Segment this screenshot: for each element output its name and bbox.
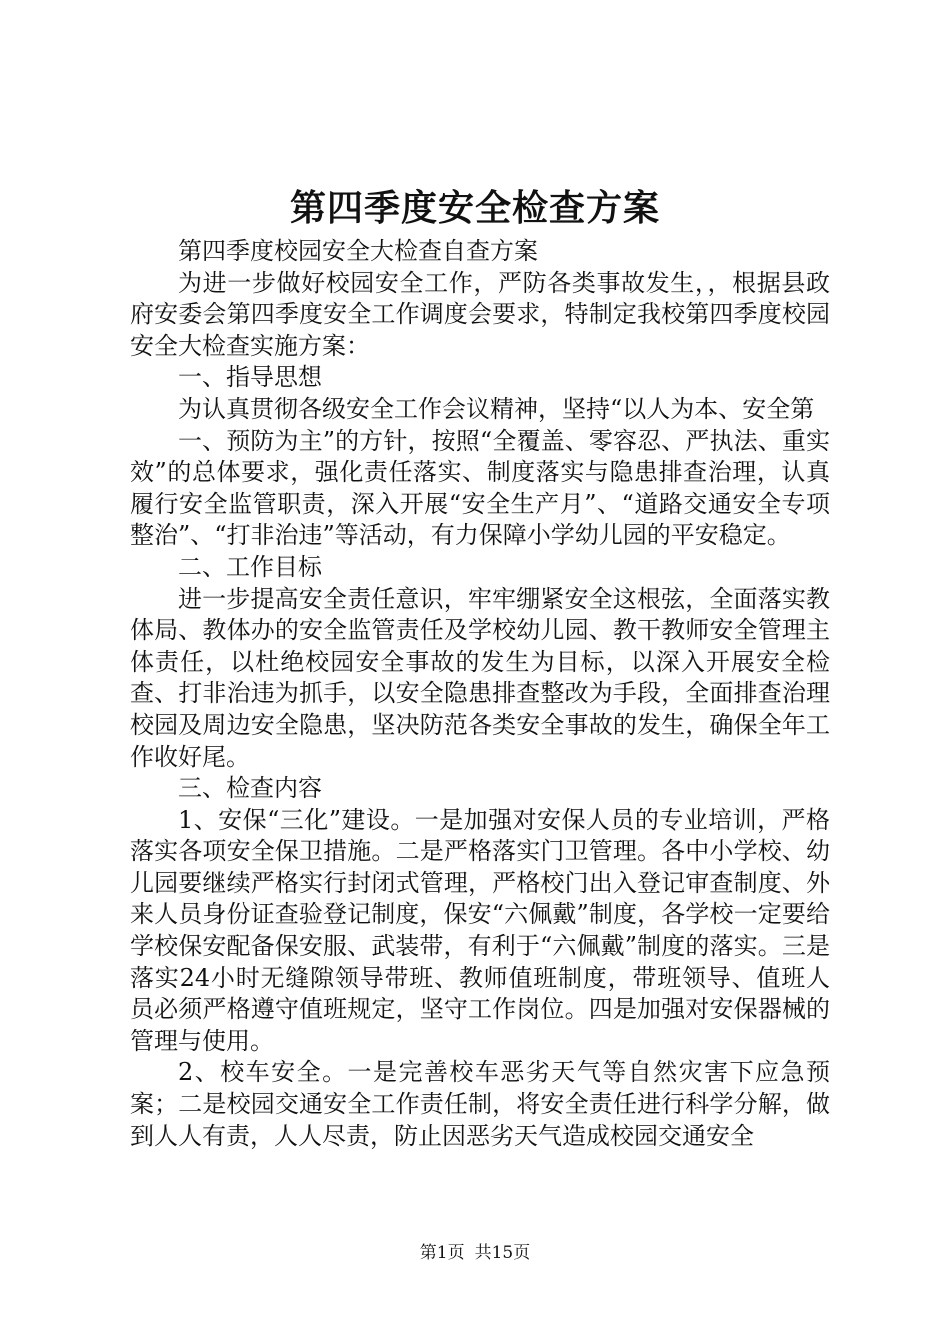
paragraph-item-1: 1、安保“三化”建设。一是加强对安保人员的专业培训，严格落实各项安全保卫措施。二是严格落实门卫管理。各中小学校、幼儿园要继续严格实行封闭式管理，严格校门出入登记审查制度、外来人员身份证查验登记制度，保安“六佩戴”制度，各学校一定要给学校保安配备保安服、武装带，有利于“六佩戴”制度的落实。三是落实24小时无缝隙领导带班、教师值班制度，带班领导、值班人员必须严格遵守值班规定，坚守工作岗位。四是加强对安保器械的管理与使用。: [130, 805, 830, 1055]
document-body: [130, 236, 830, 1152]
page-total: 共15页: [474, 1243, 531, 1263]
page-number: 第1页: [419, 1243, 465, 1263]
paragraph-intro: 为进一步做好校园安全工作，严防各类事故发生，，根据县政府安委会第四季度安全工作调度会要求，特制定我校第四季度校园安全大检查实施方案：: [130, 268, 830, 360]
paragraph: 为认真贯彻各级安全工作会议精神，坚持“以人为本、安全第: [178, 394, 815, 423]
paragraph: 一、预防为主”的方针，按照“全覆盖、零容忍、严执法、重实效”的总体要求，强化责任落实、制度落实与隐患排查治理，认真履行安全监管职责，深入开展“安全生产月”、“道路交通安全专项整治”、“打非治违”等活动，有力保障小学幼儿园的平安稳定。: [130, 426, 830, 550]
section-heading-work-goals: 二、工作目标: [178, 552, 322, 581]
paragraph-subtitle: 第四季度校园安全大检查自查方案: [178, 237, 538, 265]
section-heading-guiding-ideology: 一、指导思想: [178, 363, 322, 392]
paragraph-item-2: 2、校车安全。一是完善校车恶劣天气等自然灾害下应急预案；二是校园交通安全工作责任制，将安全责任进行科学分解，做到人人有责，人人尽责，防止因恶劣天气造成校园交通安全: [130, 1058, 830, 1150]
section-heading-inspection-content: 三、检查内容: [178, 774, 322, 803]
paragraph: 进一步提高安全责任意识，牢牢绷紧安全这根弦，全面落实教体局、教体办的安全监管责任及学校幼儿园、教干教师安全管理主体责任，以杜绝校园安全事故的发生为目标，以深入开展安全检查、打非治违为抓手，以安全隐患排查整改为手段，全面排查治理校园及周边安全隐患，坚决防范各类安全事故的发生，确保全年工作收好尾。: [130, 584, 830, 771]
document-title: 第四季度安全检查方案: [289, 187, 660, 229]
page-footer: [0, 1242, 950, 1264]
